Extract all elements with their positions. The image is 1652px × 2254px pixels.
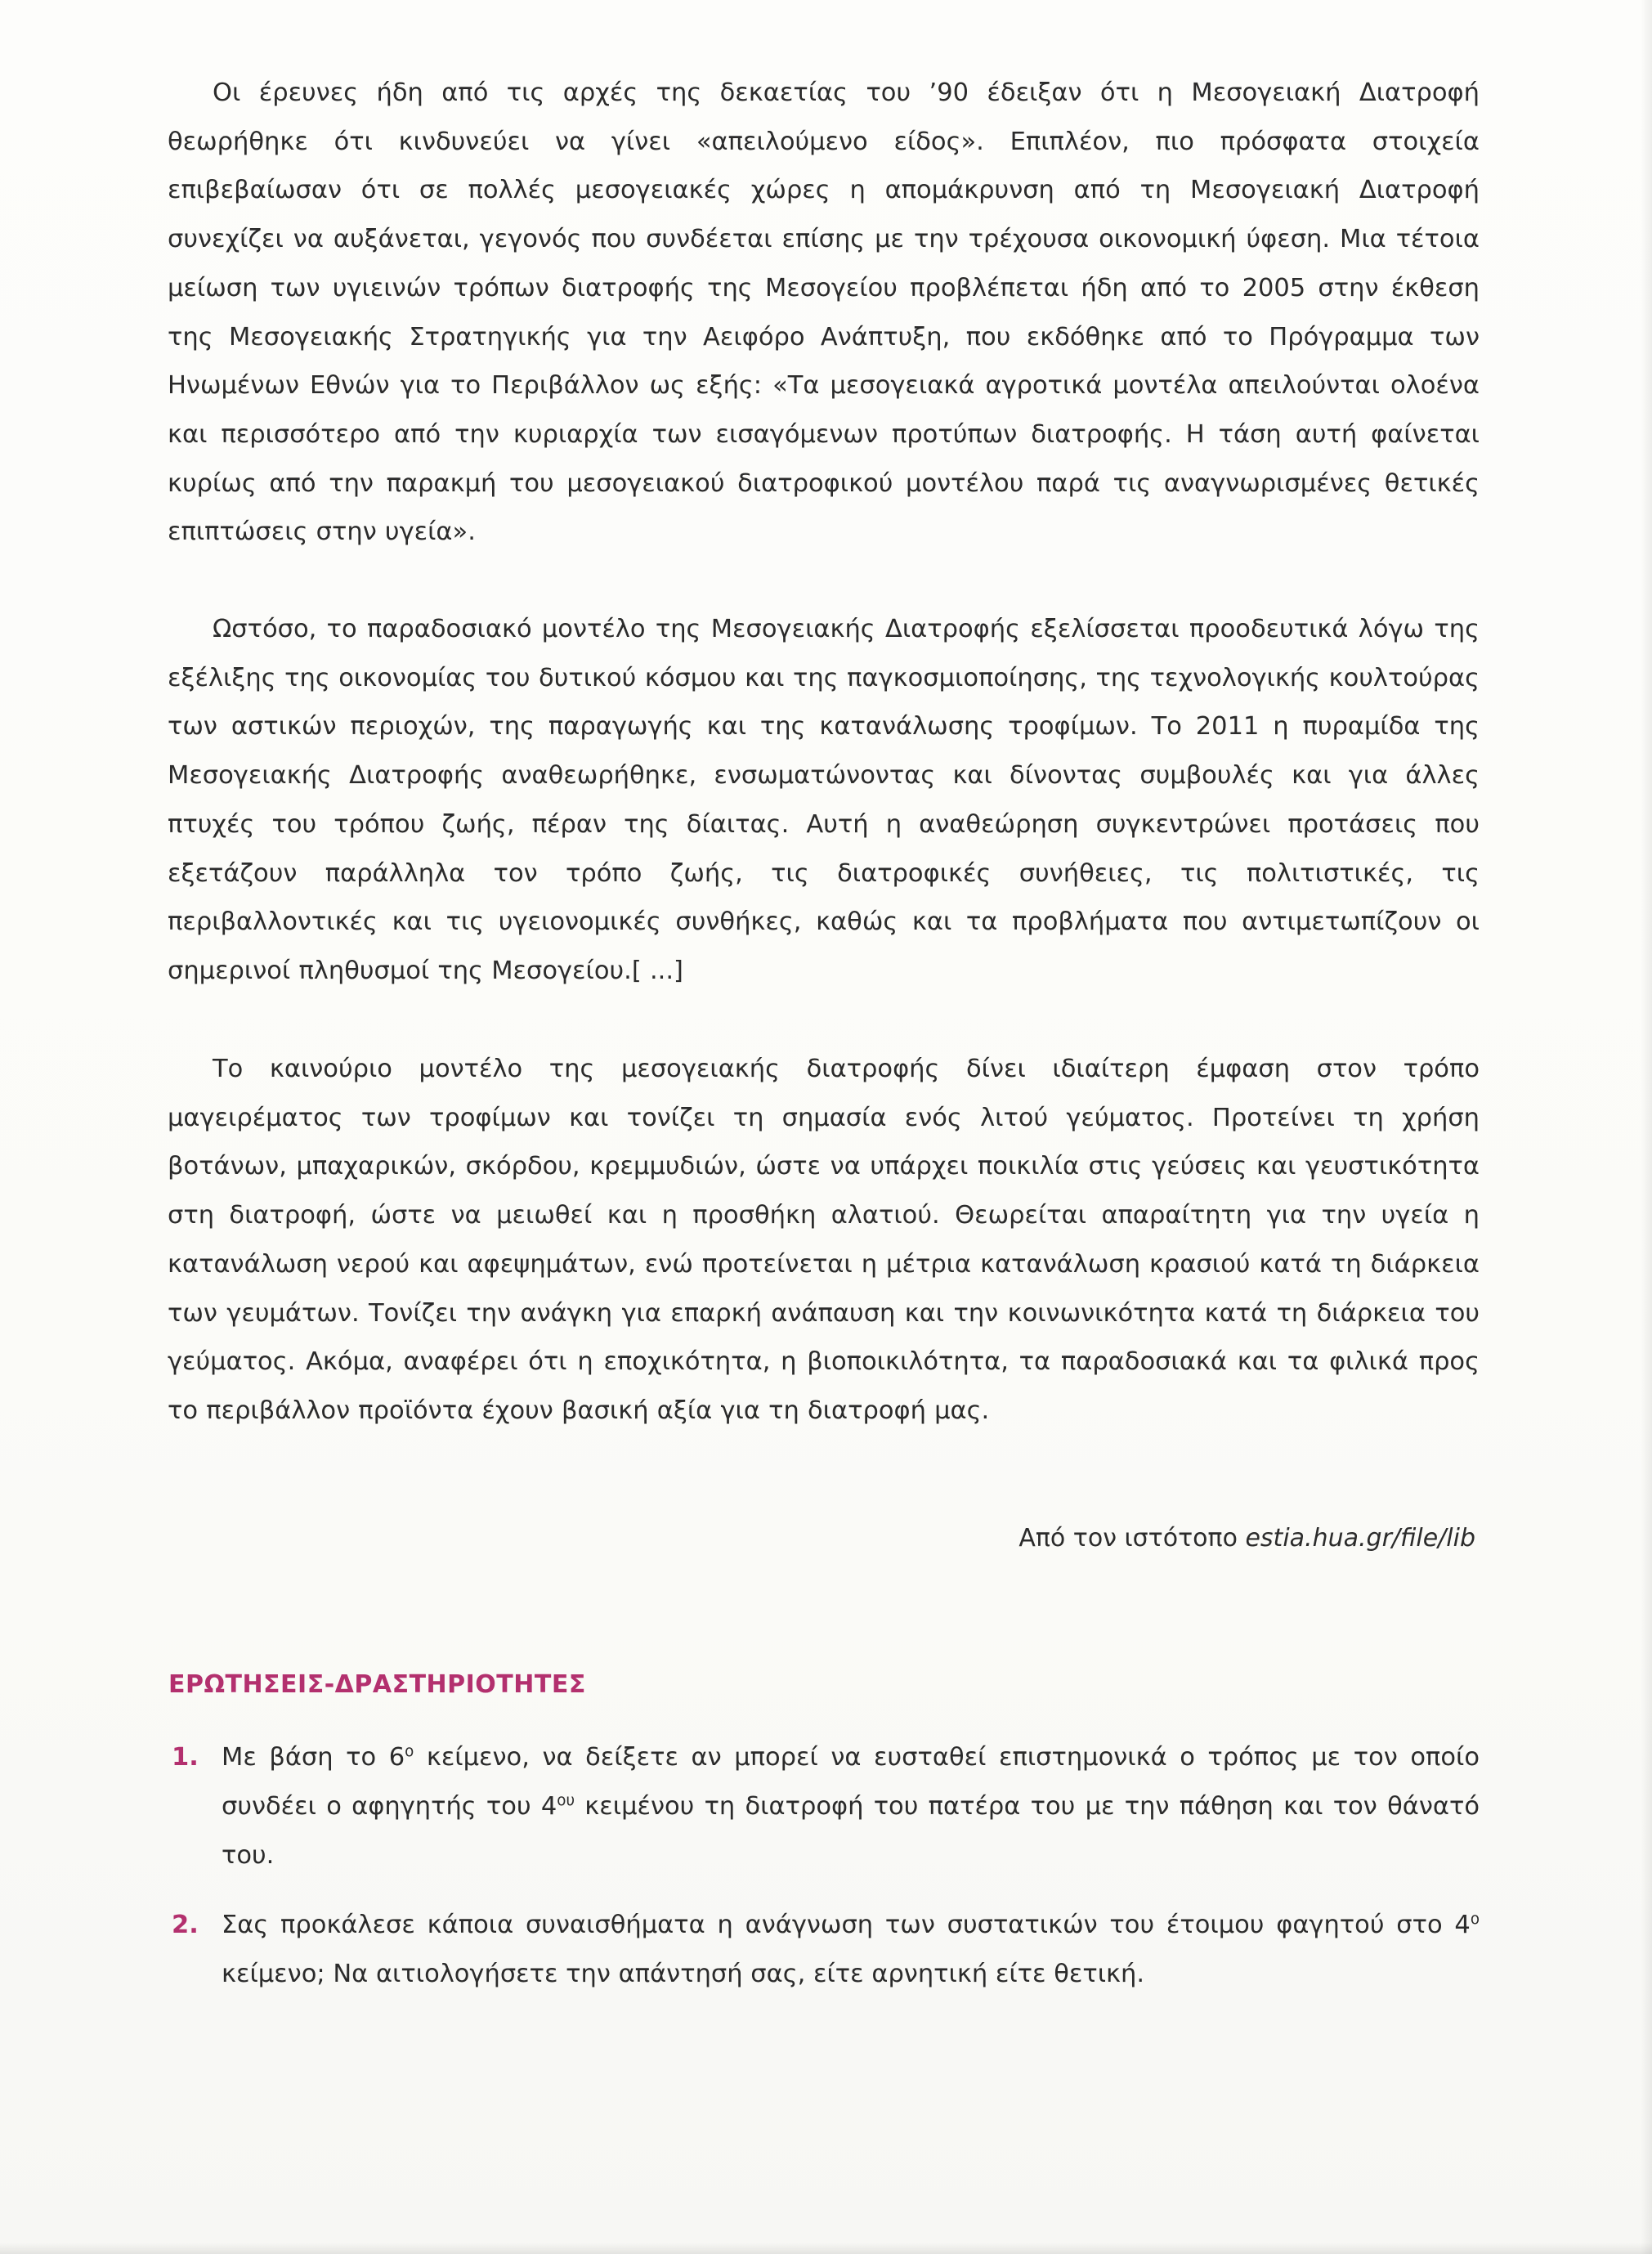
question-number: 1. [172, 1743, 199, 1772]
paragraph-text: Οι έρευνες ήδη από τις αρχές της δεκαετίας του ’90 έδειξαν ότι η Μεσογειακή Διατροφή θεωρήθηκε ότι κινδυνεύει να γίνει «απειλούμενο είδος». Επιπλέον, πιο πρόσφατα στοιχεία επιβεβαίωσαν ότι σε πολλές μεσογειακές χώρες η απομάκρυνση από τη Μεσογειακή Διατροφή συνεχίζει να αυξάνεται, γεγονός που συνδέεται επίσης με την τρέχουσα οικονομική ύφεση. Μια τέτοια μείωση των υγιεινών τρόπων διατροφής της Μεσογείου προβλέπεται ήδη από το 2005 στην έκθεση της Μεσογειακής Στρατηγικής για την Αειφόρο Ανάπτυξη, που εκδόθηκε από το Πρόγραμμα των Ηνωμένων Εθνών για το Περιβάλλον ως εξής: «Τα μεσογειακά αγροτικά μοντέλα απειλούνται ολοένα και περισσότερο από την κυριαρχία των εισαγόμενων προτύπων διατροφής. Η τάση αυτή φαίνεται κυρίως από την παρακμή του μεσογειακού διατροφικού μοντέλου παρά τις αναγνωρισμένες θετικές επιπτώσεις στην υγεία». [168, 78, 1480, 547]
scan-shadow-bottom [0, 2243, 1652, 2254]
ordinal-superscript: ου [557, 1791, 575, 1809]
ordinal-superscript: ο [405, 1742, 414, 1760]
paragraph-text: Ωστόσο, το παραδοσιακό μοντέλο της Μεσογειακής Διατροφής εξελίσσεται προοδευτικά λόγω της εξέλιξης της οικονομίας του δυτικού κόσμου και της παγκοσμιοποίησης, της τεχνολογικής κουλτούρας των αστικών περιοχών, της παραγωγής και της κατανάλωσης τροφίμων. Το 2011 η πυραμίδα της Μεσογειακής Διατροφής αναθεωρήθηκε, ενσωματώνοντας και δίνοντας συμβουλές και για άλλες πτυχές του τρόπου ζωής, πέραν της δίαιτας. Αυτή η αναθεώρηση συγκεντρώνει προτάσεις που εξετάζουν παράλληλα τον τρόπο ζωής, τις διατροφικές συνήθειες, τις πολιτιστικές, τις περιβαλλοντικές και τις υγειονομικές συνθήκες, καθώς και τα προβλήματα που αντιμετωπίζουν οι σημερινοί πληθυσμοί της Μεσογείου.[ ...] [168, 615, 1480, 985]
article-paragraph-3 [168, 1045, 1480, 1436]
questions-heading: ΕΡΩΤΗΣΕΙΣ-ΔΡΑΣΤΗΡΙΟΤΗΤΕΣ [168, 1670, 586, 1699]
ordinal-superscript: ο [1470, 1910, 1480, 1928]
question-item-1 [168, 1733, 1480, 1880]
question-item-2 [168, 1901, 1480, 1999]
source-site: estia.hua.gr/file/lib [1245, 1524, 1475, 1553]
question-text: Με βάση το $6^o$ κείμενο, να δείξετε αν μπορεί να ευσταθεί επιστημονικά ο τρόπος με τον οποίο συνδέει ο αφηγητής του $4^{o\upsilon}$ κειμένου τη διατροφή του πατέρα του με την πάθηση και τον θάνατό του. [222, 1742, 1480, 1870]
source-citation [740, 1519, 1475, 1558]
scan-shadow-right [1641, 0, 1652, 2254]
question-text: Σας προκάλεσε κάποια συναισθήματα η ανάγνωση των συστατικών του έτοιμου φαγητού στο $4^o$ κείμενο; Να αιτιολογήσετε την απάντησή σας, είτε αρνητική είτε θετική. [222, 1910, 1480, 1988]
question-number: 2. [172, 1911, 199, 1939]
article-paragraph-2 [168, 605, 1480, 996]
article-paragraph-1 [168, 69, 1480, 557]
paragraph-text: Το καινούριο μοντέλο της μεσογειακής διατροφής δίνει ιδιαίτερη έμφαση στον τρόπο μαγειρέματος των τροφίμων και τονίζει τη σημασία ενός λιτού γεύματος. Προτείνει τη χρήση βοτάνων, μπαχαρικών, σκόρδου, κρεμμυδιών, ώστε να υπάρχει ποικιλία στις γεύσεις και γευστικότητα στη διατροφή, ώστε να μειωθεί και η προσθήκη αλατιού. Θεωρείται απαραίτητη για την υγεία η κατανάλωση νερού και αφεψημάτων, ενώ προτείνεται η μέτρια κατανάλωση κρασιού κατά τη διάρκεια των γευμάτων. Τονίζει την ανάγκη για επαρκή ανάπαυση και την κοινωνικότητα κατά τη διάρκεια του γεύματος. Ακόμα, αναφέρει ότι η εποχικότητα, η βιοποικιλότητα, τα παραδοσιακά και τα φιλικά προς το περιβάλλον προϊόντα έχουν βασική αξία για τη διατροφή μας. [168, 1055, 1480, 1425]
source-prefix: Από τον ιστότοπο [1019, 1524, 1246, 1553]
